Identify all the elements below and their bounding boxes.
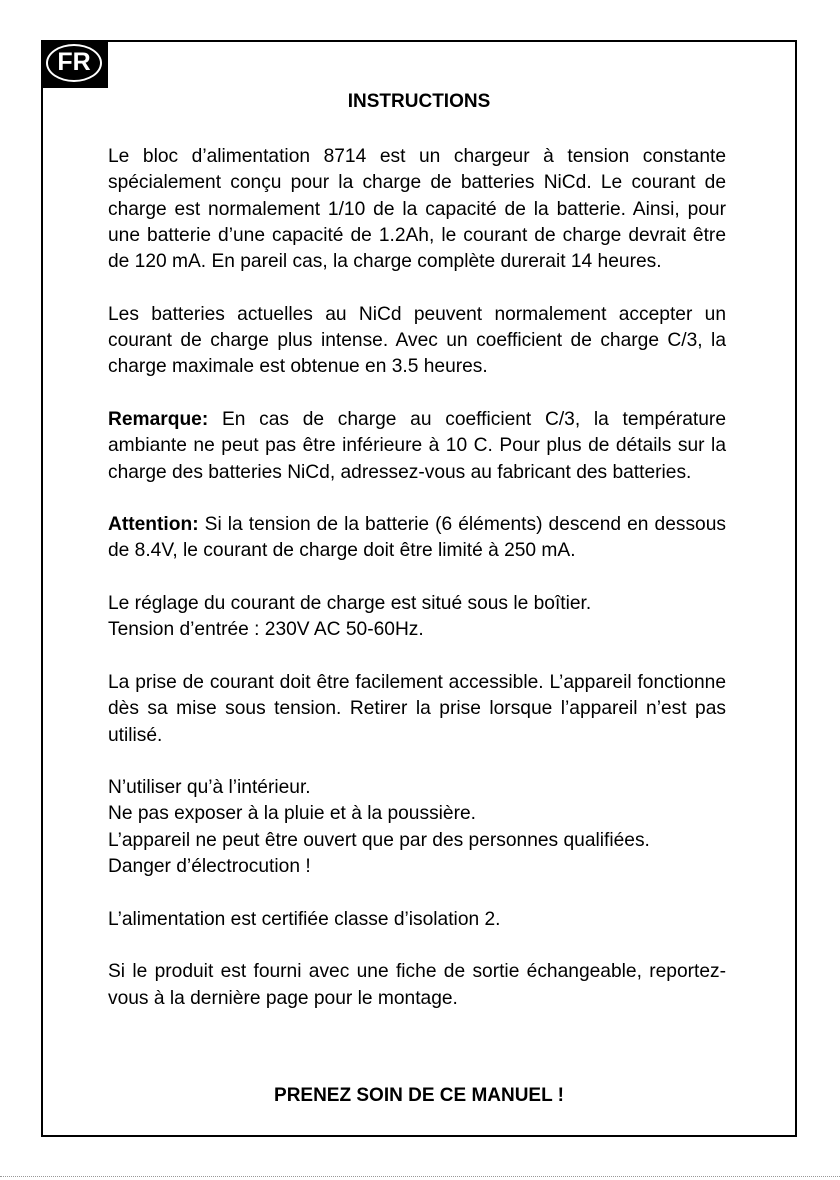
paragraph-outlet: La prise de courant doit être facilement accessible. L’appareil fonctionne dès sa mise sous tension. Retirer la prise lorsque l’appareil n’est pas utilisé. — [108, 671, 726, 746]
page-edge-rule — [0, 1176, 840, 1177]
remark-label: Remarque: — [108, 408, 209, 430]
paragraph-insulation: L’alimentation est certifiée classe d’isolation 2. — [108, 908, 501, 930]
attention-label: Attention: — [108, 514, 199, 536]
remark-text: En cas de charge au coefficient C/3, la température ambiante ne peut pas être inférieure à 10 C. Pour plus de détails sur la charge des batteries NiCd, adressez-vous au fabricant des batteries. — [108, 408, 726, 483]
paragraph-batteries: Les batteries actuelles au NiCd peuvent normalement accepter un courant de charge plus intense. Avec un coefficient de charge C/3, la charge maximale est obtenue en 3.5 heures. — [108, 303, 726, 378]
safety-line-danger: Danger d’électrocution ! — [108, 856, 311, 878]
paragraph-safety — [108, 775, 726, 880]
paragraph-remark — [108, 407, 726, 486]
language-badge: FR — [46, 44, 102, 82]
paragraph-plug: Si le produit est fourni avec une fiche de sortie échangeable, reportez-vous à la dernière page pour le montage. — [108, 961, 726, 1009]
instructions-body — [108, 144, 726, 1038]
safety-line-indoor: N’utiliser qu’à l’intérieur. — [108, 777, 311, 799]
safety-line-qualified: L’appareil ne peut être ouvert que par des personnes qualifiées. — [108, 829, 650, 851]
settings-line-adjust: Le réglage du courant de charge est situé sous le boîtier. — [108, 593, 592, 615]
attention-text: Si la tension de la batterie (6 éléments) descend en dessous de 8.4V, le courant de charge doit être limité à 250 mA. — [108, 514, 726, 562]
safety-line-rain: Ne pas exposer à la pluie et à la poussière. — [108, 803, 476, 825]
page-title: INSTRUCTIONS — [347, 91, 491, 112]
footer-notice: PRENEZ SOIN DE CE MANUEL ! — [274, 1085, 564, 1106]
paragraph-settings — [108, 591, 726, 644]
paragraph-attention — [108, 512, 726, 565]
settings-line-voltage: Tension d’entrée : 230V AC 50-60Hz. — [108, 619, 424, 641]
paragraph-intro: Le bloc d’alimentation 8714 est un chargeur à tension constante spécialement conçu pour la charge de batteries NiCd. Le courant de charge est normalement 1/10 de la capacité de la batterie. Ainsi, pour une batterie d’une capacité de 1.2Ah, le courant de charge devrait être de 120 mA. En pareil cas, la charge complète durerait 14 heures. — [108, 146, 726, 273]
